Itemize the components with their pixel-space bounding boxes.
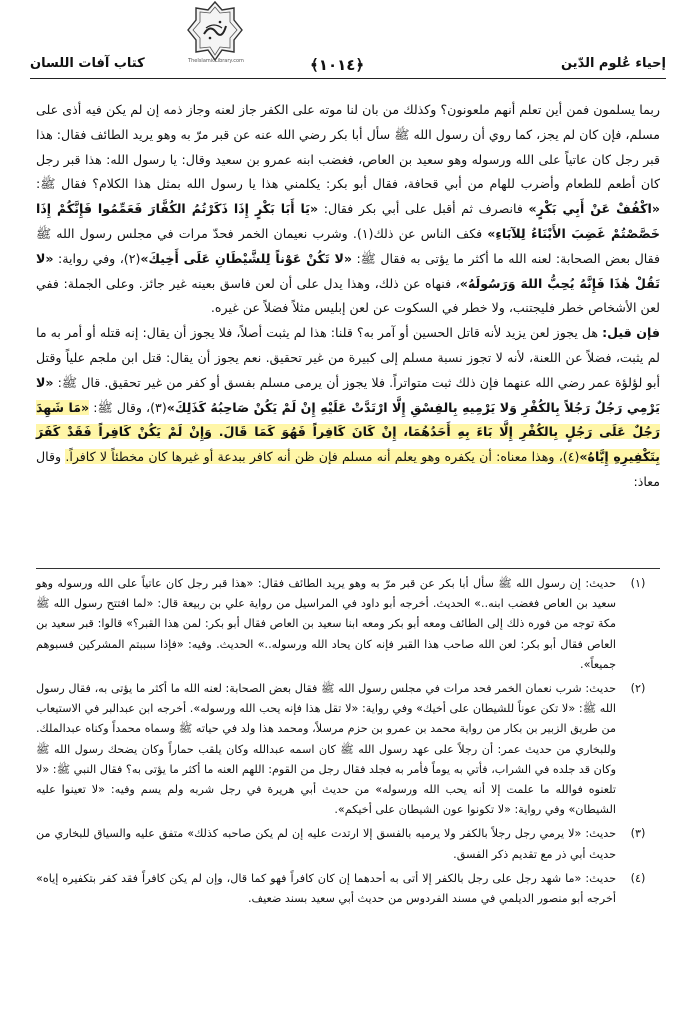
footnote-text: حديث: «لا يرمي رجل رجلاً بالكفر ولا يرميه بالفسق إلا ارتدت عليه إن لم يكن صاحبه كذلك» متفق عليه والسياق للبخاري من حديث أبي ذر مع تقديم ذكر الفسق. — [36, 827, 616, 861]
paragraph-1 — [36, 98, 660, 321]
footnote-number: (٤) — [630, 871, 646, 885]
text-run: (٢)، وفي رواية: — [58, 250, 141, 266]
footnote — [36, 869, 660, 909]
footnotes — [36, 574, 660, 913]
text-run: هل يجوز لعن يزيد لأنه قاتل الحسين أو آمر به؟ قلنا: هذا لم يثبت أصلاً، فلا يجوز أن يقال: إنه قتله أو أمر به ما لم يثبت، فضلاً عن اللعنة، لأنه لا تجوز نسبة مسلم إلى كبيرة من غير تحقيق. نعم يجوز أن يقال: قتل ابن ملجم علياً وقتل أبو لؤلؤة عمر رضي الله عنهما فإن ذلك ثبت متواتراً. فلا يجوز أن يرمى مسلم بفسق أو كفر من غير تحقيق. قال ﷺ: — [36, 325, 660, 390]
hadith-quote: «لا تَكُنْ عَوْناً لِلشَّيْطَانِ عَلَى أَخِيكَ» — [140, 250, 352, 266]
question-lead: فإن قيل: — [602, 325, 660, 341]
footnote-separator — [36, 568, 660, 569]
text-run: فانصرف ثم أقبل على أبي بكر فقال: — [323, 201, 523, 217]
hadith-quote: «اكْفُفْ عَنْ أَبِي بَكْرٍ» — [528, 201, 660, 217]
text-run: ، فنهاه عن ذلك، وهذا يدل على أن لعن فاسق بعينه غير جائز. وعلى الجملة: ففي لعن الأشخاص خطر فليجتنب، ولا خطر في السكوت عن لعن إبليس مثلاً فضلاً عن غيره. — [36, 275, 660, 316]
hadith-quote: «لا يَرْمِي رَجُلٌ رَجُلاً بِالكُفْرِ وَلا يَرْمِيهِ بِالفِسْقِ إِلَّا ارْتَدَّتْ عَلَيْهِ إِنْ لَمْ يَكُنْ صَاحِبُهُ كَذَلِكَ» — [36, 374, 660, 415]
footnote — [36, 679, 660, 820]
chapter-title: كتاب آفات اللسان — [30, 56, 145, 71]
text-run: (٣)، وقال ﷺ: — [93, 399, 167, 415]
page-number: ﴿١٠١٤﴾ — [310, 56, 365, 74]
text-run: فكف الناس عن ذلك(١). وشرب نعيمان الخمر فحدّ مرات في مجلس رسول الله ﷺ فقال بعض الصحابة: لعنه الله ما أكثر ما يؤتى به فقال ﷺ: — [36, 225, 660, 266]
main-text — [36, 98, 660, 495]
page-header — [30, 38, 666, 78]
footnote-number: (٢) — [630, 682, 646, 696]
header-rule — [30, 78, 666, 79]
hadith-quote: «يَا أَبَا بَكْرٍ إِذَا ذَكَرْتُمُ الكُفَّارَ فَعَمِّمُوا فَإِنَّكُمْ إِذَا خَصَّصْتُمْ غَضِبَ الأَبْنَاءُ لِلآبَاءِ» — [36, 201, 660, 241]
highlighted-text: (٤)، وهذا معناه: أن يكفره وهو يعلم أنه مسلم فإن ظن أنه كافر ببدعة أو غيرها كان مخطئاً لا كافراً. — [65, 449, 580, 465]
hadith-quote: «لا تَقُلْ هٰذَا فَإِنَّهُ يُحِبُّ اللهَ وَرَسُولَهُ» — [36, 250, 660, 291]
footnote — [36, 824, 660, 864]
footnote-number: (١) — [630, 577, 646, 590]
highlighted-hadith: «مَا شَهِدَ رَجُلٌ عَلَى رَجُلٍ بِالكُفْرِ إِلَّا بَاءَ بِهِ أَحَدُهُمَا، إِنْ كَانَ كَافِراً فَهُوَ كَمَا قَالَ. وَإِنْ لَمْ يَكُنْ كَافِراً فَقَدْ كَفَرَ بِتَكْفِيرِهِ إِيَّاهُ» — [36, 399, 660, 465]
text-run: وقال معاذ: — [36, 449, 660, 489]
footnote-text: حديث: «ما شهد رجل على رجل بالكفر إلا أتى به أحدهما إن كان كافراً فهو كما قال، وإن لم يكن كافراً فقد كفر بتكفيره إياه» أخرجه أبو منصور الديلمي في مسند الفردوس من حديث أبي سعيد بسند ضعيف. — [36, 871, 616, 906]
footnote-number: (٣) — [630, 827, 646, 841]
footnote — [36, 574, 660, 675]
calligraphy-seal-icon — [186, 0, 244, 62]
logo-url-text: TheIslamicLibrary.com — [188, 58, 244, 64]
text-run: ربما يسلمون فمن أين تعلم أنهم ملعونون؟ وكذلك من بان لنا موته على الكفر جاز لعنه وجاز ذمه إن لم يكن فيه أذى على مسلم، فإن كان لم يجز، كما روي أن رسول الله ﷺ سأل أبا بكر رضي الله عنه عن قبر مرّ به وهو يريد الطائف فقال: هذا قبر رجل كان عاتياً على الله ورسوله وهو سعيد بن العاص، فغضب ابنه عمرو بن سعيد وقال: يا رسول الله: هذا قبر رجل كان أطعم للطعام وأضرب للهام من أبي قحافة، فقال أبو بكر: يكلمني هذا يا رسول الله بمثل هذا الكلام؟ فقال ﷺ: — [36, 102, 660, 192]
paragraph-2 — [36, 321, 660, 495]
footnote-text: حديث: إن رسول الله ﷺ سأل أبا بكر عن قبر مرّ به وهو يريد الطائف فقال: «هذا قبر رجل كان عاتياً على الله ورسوله وهو سعيد بن العاص فغضب ابنه..» الحديث. أخرجه أبو داود في المراسيل من رواية علي بن ربيعة قال: «لما افتتح رسول الله ﷺ مكة توجه من فوره ذلك إلى الطائف ومعه أبو بكر ومعه ابنا سعيد بن العاص فقال أبو بكر: لمن هذا القبر؟» قالوا: قبر سعيد بن العاص فقال أبو بكر: لعن الله صاحب هذا القبر فإنه كان يحاد الله ورسوله..» الحديث. وفيه: «فإذا سببتم المشركين فسبوهم جميعاً». — [36, 577, 616, 671]
footnote-text: حديث: شرب نعمان الخمر فحد مرات في مجلس رسول الله ﷺ فقال بعض الصحابة: لعنه الله ما أكثر ما يؤتى به، فقال رسول الله ﷺ: «لا تكن عوناً للشيطان على أخيك» وفي رواية: «لا تقل هذا فإنه يحب الله ورسوله». أخرجه ابن عبدالبر في الاستيعاب من طريق الزبير بن بكار من رواية محمد بن عمرو بن حزم مرسلاً، ومحمد هذا ولد في حياته ﷺ وسماه محمداً وكناه عبدالملك. وللبخاري من حديث عمر: أن رجلاً على عهد رسول الله ﷺ كان اسمه عبدالله وكان يلقب حماراً وكان يضحك رسول الله ﷺ وكان قد جلده في الشراب، فأتي به يوماً فأمر به فجلد فقال رجل من القوم: اللهم العنه ما أكثر ما يؤتى به؟ فقال النبي ﷺ: «لا تلعنوه فوالله ما علمت إلا أنه يحب الله ورسوله» من حديث أبي هريرة في رجل شربه ولم يسم وفيه: «لا تعينوا عليه الشيطان» وفي رواية: «لا تكونوا عون الشيطان على أخيكم». — [36, 682, 617, 817]
book-title: إحياء عُلوم الدّين — [560, 56, 666, 71]
